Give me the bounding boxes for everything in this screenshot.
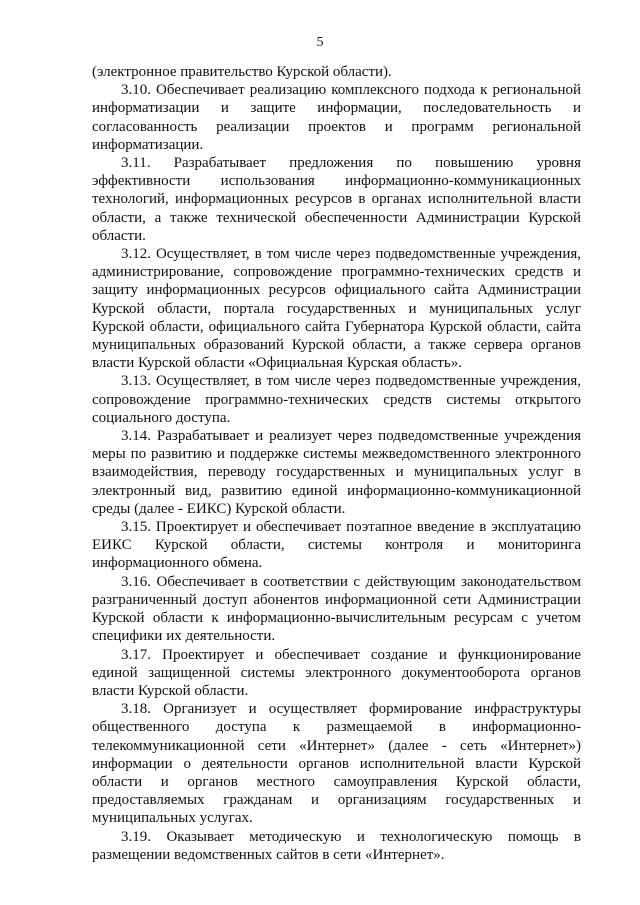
paragraph-3-18: 3.18. Организует и осуществляет формирование инфраструктуры общественного доступа к размещаемой в информационно-телекоммуникационной сети «Интернет» (далее - сеть «Интернет») информации о деятельности органов исполнительной власти Курской области и органов местного самоуправления Курской области, предоставляемых гражданам и организациям государственных и муниципальных услугах. xyxy=(92,701,581,827)
paragraph-3-12: 3.12. Осуществляет, в том числе через подведомственные учреждения, администрирование, сопровождение программно-технических средств и защиту информационных ресурсов официального сайта Администрации Курской области, портала государственных и муниципальных услуг Курской области, официального сайта Губернатора Курской области, сайта муниципальных образований Курской области, а также сервера органов власти Курской области «Официальная Курская область». xyxy=(92,246,581,372)
paragraph-3-13: 3.13. Осуществляет, в том числе через подведомственные учреждения, сопровождение программно-технических средств системы открытого социального доступа. xyxy=(92,373,581,426)
paragraph-3-14: 3.14. Разрабатывает и реализует через подведомственные учреждения меры по развитию и поддержке системы межведомственного электронного взаимодействия, переводу государственных и муниципальных услуг в электронный вид, развитию единой информационно-коммуникационной среды (далее - ЕИКС) Курской области. xyxy=(92,428,581,517)
paragraph-3-17: 3.17. Проектирует и обеспечивает создание и функционирование единой защищенной системы электронного документооборота органов власти Курской области. xyxy=(92,646,581,699)
paragraph-3-16: 3.16. Обеспечивает в соответствии с действующим законодательством разграниченный доступ абонентов информационной сети Администрации Курской области к информационно-вычислительным ресурсам с учетом специфики их деятельности. xyxy=(92,573,581,645)
paragraph-3-11: 3.11. Разрабатывает предложения по повышению уровня эффективности использования информационно-коммуникационных технологий, информационных ресурсов в органах исполнительной власти области, а также технической обеспеченности Администрации Курской области. xyxy=(92,155,581,244)
document-body xyxy=(92,63,581,864)
paragraph-3-15: 3.15. Проектирует и обеспечивает поэтапное введение в эксплуатацию ЕИКС Курской области, системы контроля и мониторинга информационного обмена. xyxy=(92,519,581,572)
paragraph-3-19: 3.19. Оказывает методическую и технологическую помощь в размещении ведомственных сайтов в сети «Интернет». xyxy=(92,828,581,863)
page-number: 5 xyxy=(316,35,324,50)
paragraph-3-10: 3.10. Обеспечивает реализацию комплексного подхода к региональной информатизации и защите информации, последовательность и согласованность реализации проектов и программ региональной информатизации. xyxy=(92,82,581,153)
paragraph-continuation: (электронное правительство Курской области). xyxy=(92,64,392,80)
